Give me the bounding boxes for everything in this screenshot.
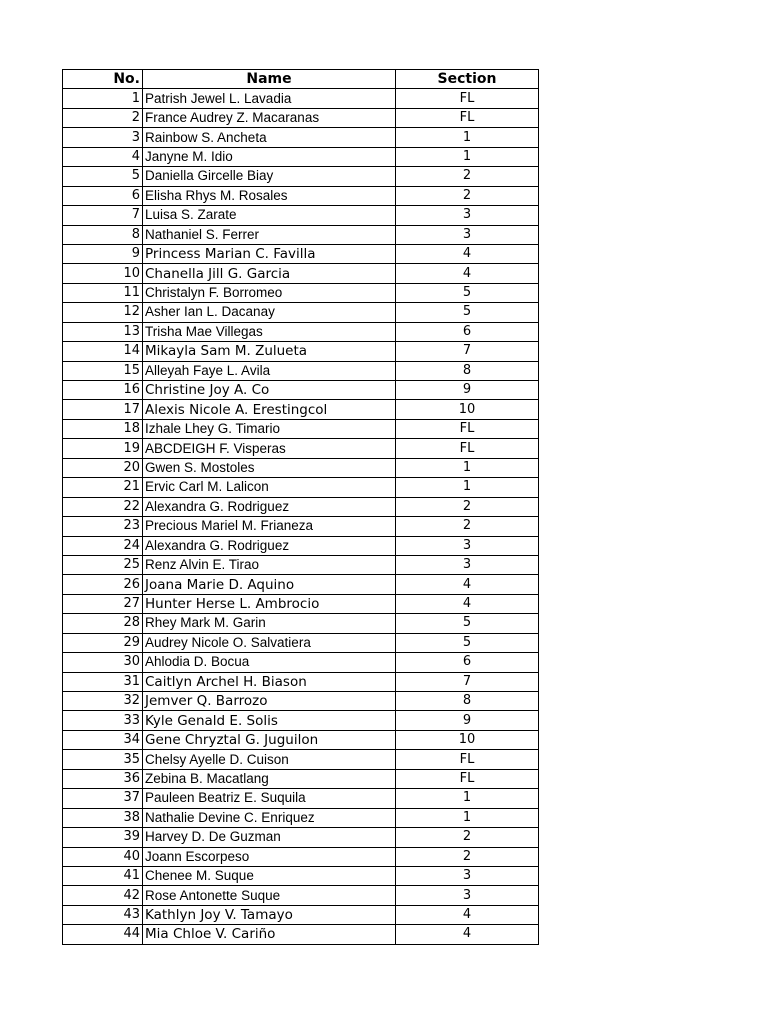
- section-value: FL: [396, 439, 539, 458]
- section-value: 6: [396, 653, 539, 672]
- row-number: 37: [63, 789, 143, 808]
- table-row: [63, 905, 539, 924]
- row-number: 31: [63, 672, 143, 691]
- table-row: [63, 536, 539, 555]
- student-name: Alleyah Faye L. Avila: [143, 361, 396, 380]
- table-row: [63, 381, 539, 400]
- student-name: Christine Joy A. Co: [143, 381, 396, 400]
- table-row: [63, 361, 539, 380]
- table-row: [63, 458, 539, 477]
- table-row: [63, 225, 539, 244]
- row-number: 34: [63, 730, 143, 749]
- student-name: Patrish Jewel L. Lavadia: [143, 89, 396, 108]
- student-name: Christalyn F. Borromeo: [143, 283, 396, 302]
- row-number: 33: [63, 711, 143, 730]
- row-number: 11: [63, 283, 143, 302]
- table-row: [63, 283, 539, 302]
- section-value: 4: [396, 575, 539, 594]
- student-name: Izhale Lhey G. Timario: [143, 419, 396, 438]
- section-value: 3: [396, 225, 539, 244]
- row-number: 17: [63, 400, 143, 419]
- student-name: Nathaniel S. Ferrer: [143, 225, 396, 244]
- table-row: [63, 517, 539, 536]
- student-name: Daniella Gircelle Biay: [143, 167, 396, 186]
- row-number: 35: [63, 750, 143, 769]
- section-value: FL: [396, 419, 539, 438]
- row-number: 40: [63, 847, 143, 866]
- section-value: 2: [396, 186, 539, 205]
- row-number: 18: [63, 419, 143, 438]
- table-row: [63, 750, 539, 769]
- section-value: 8: [396, 692, 539, 711]
- table-row: [63, 633, 539, 652]
- table-row: [63, 555, 539, 574]
- table-row: [63, 439, 539, 458]
- student-name: Harvey D. De Guzman: [143, 828, 396, 847]
- student-name: Kyle Genald E. Solis: [143, 711, 396, 730]
- section-value: FL: [396, 750, 539, 769]
- row-number: 26: [63, 575, 143, 594]
- section-value: 3: [396, 206, 539, 225]
- student-name: Chelsy Ayelle D. Cuison: [143, 750, 396, 769]
- section-value: 2: [396, 828, 539, 847]
- roster-body: [63, 89, 539, 944]
- section-value: 10: [396, 400, 539, 419]
- student-name: Kathlyn Joy V. Tamayo: [143, 905, 396, 924]
- student-name: Gwen S. Mostoles: [143, 458, 396, 477]
- table-row: [63, 186, 539, 205]
- table-row: [63, 711, 539, 730]
- header-no: No.: [63, 70, 143, 89]
- row-number: 42: [63, 886, 143, 905]
- header-name: Name: [143, 70, 396, 89]
- student-name: Elisha Rhys M. Rosales: [143, 186, 396, 205]
- table-row: [63, 400, 539, 419]
- student-name: Renz Alvin E. Tirao: [143, 555, 396, 574]
- table-row: [63, 925, 539, 944]
- section-value: FL: [396, 769, 539, 788]
- table-row: [63, 167, 539, 186]
- section-value: 5: [396, 614, 539, 633]
- student-name: Gene Chryztal G. Juguilon: [143, 730, 396, 749]
- student-name: Joann Escorpeso: [143, 847, 396, 866]
- table-row: [63, 672, 539, 691]
- row-number: 16: [63, 381, 143, 400]
- table-row: [63, 575, 539, 594]
- row-number: 22: [63, 497, 143, 516]
- row-number: 25: [63, 555, 143, 574]
- section-value: 4: [396, 594, 539, 613]
- student-name: Rainbow S. Ancheta: [143, 128, 396, 147]
- table-row: [63, 108, 539, 127]
- row-number: 15: [63, 361, 143, 380]
- student-name: Hunter Herse L. Ambrocio: [143, 594, 396, 613]
- row-number: 32: [63, 692, 143, 711]
- section-value: 2: [396, 847, 539, 866]
- student-name: Ahlodia D. Bocua: [143, 653, 396, 672]
- row-number: 19: [63, 439, 143, 458]
- table-row: [63, 808, 539, 827]
- section-value: 4: [396, 925, 539, 944]
- table-row: [63, 769, 539, 788]
- table-row: [63, 244, 539, 263]
- section-value: 9: [396, 711, 539, 730]
- section-value: 2: [396, 497, 539, 516]
- row-number: 7: [63, 206, 143, 225]
- section-value: 8: [396, 361, 539, 380]
- row-number: 30: [63, 653, 143, 672]
- table-row: [63, 342, 539, 361]
- table-row: [63, 89, 539, 108]
- student-name: Alexandra G. Rodriguez: [143, 497, 396, 516]
- row-number: 44: [63, 925, 143, 944]
- student-name: Chanella Jill G. Garcia: [143, 264, 396, 283]
- section-value: 5: [396, 303, 539, 322]
- section-value: 1: [396, 789, 539, 808]
- section-value: FL: [396, 89, 539, 108]
- row-number: 27: [63, 594, 143, 613]
- student-name: Caitlyn Archel H. Biason: [143, 672, 396, 691]
- row-number: 2: [63, 108, 143, 127]
- row-number: 43: [63, 905, 143, 924]
- section-value: 3: [396, 555, 539, 574]
- table-row: [63, 828, 539, 847]
- section-value: 1: [396, 128, 539, 147]
- section-value: 2: [396, 517, 539, 536]
- row-number: 3: [63, 128, 143, 147]
- student-name: Chenee M. Suque: [143, 866, 396, 885]
- header-section: Section: [396, 70, 539, 89]
- header-row: [63, 70, 539, 89]
- row-number: 41: [63, 866, 143, 885]
- section-value: 4: [396, 905, 539, 924]
- section-value: 5: [396, 283, 539, 302]
- student-name: Pauleen Beatriz E. Suquila: [143, 789, 396, 808]
- row-number: 39: [63, 828, 143, 847]
- table-row: [63, 497, 539, 516]
- row-number: 14: [63, 342, 143, 361]
- student-name: Rhey Mark M. Garin: [143, 614, 396, 633]
- table-row: [63, 264, 539, 283]
- student-name: Jemver Q. Barrozo: [143, 692, 396, 711]
- section-value: 3: [396, 886, 539, 905]
- row-number: 8: [63, 225, 143, 244]
- student-name: Luisa S. Zarate: [143, 206, 396, 225]
- student-name: Joana Marie D. Aquino: [143, 575, 396, 594]
- row-number: 5: [63, 167, 143, 186]
- table-row: [63, 886, 539, 905]
- student-name: Nathalie Devine C. Enriquez: [143, 808, 396, 827]
- table-row: [63, 847, 539, 866]
- row-number: 24: [63, 536, 143, 555]
- roster-table: [62, 69, 539, 945]
- section-value: 6: [396, 322, 539, 341]
- row-number: 20: [63, 458, 143, 477]
- student-name: Asher Ian L. Dacanay: [143, 303, 396, 322]
- table-row: [63, 866, 539, 885]
- table-row: [63, 789, 539, 808]
- table-row: [63, 730, 539, 749]
- row-number: 4: [63, 147, 143, 166]
- section-value: 9: [396, 381, 539, 400]
- table-row: [63, 419, 539, 438]
- table-row: [63, 478, 539, 497]
- row-number: 23: [63, 517, 143, 536]
- row-number: 29: [63, 633, 143, 652]
- section-value: 1: [396, 458, 539, 477]
- table-row: [63, 128, 539, 147]
- row-number: 36: [63, 769, 143, 788]
- table-row: [63, 692, 539, 711]
- section-value: 7: [396, 672, 539, 691]
- section-value: 1: [396, 478, 539, 497]
- section-value: 1: [396, 147, 539, 166]
- section-value: 7: [396, 342, 539, 361]
- section-value: 4: [396, 244, 539, 263]
- table-row: [63, 206, 539, 225]
- row-number: 28: [63, 614, 143, 633]
- student-name: Zebina B. Macatlang: [143, 769, 396, 788]
- row-number: 21: [63, 478, 143, 497]
- student-name: Rose Antonette Suque: [143, 886, 396, 905]
- table-row: [63, 614, 539, 633]
- section-value: 3: [396, 536, 539, 555]
- section-value: 10: [396, 730, 539, 749]
- section-value: 5: [396, 633, 539, 652]
- student-name: Alexandra G. Rodriguez: [143, 536, 396, 555]
- section-value: 1: [396, 808, 539, 827]
- table-row: [63, 147, 539, 166]
- student-name: Ervic Carl M. Lalicon: [143, 478, 396, 497]
- student-name: Precious Mariel M. Frianeza: [143, 517, 396, 536]
- student-name: Audrey Nicole O. Salvatiera: [143, 633, 396, 652]
- student-name: Trisha Mae Villegas: [143, 322, 396, 341]
- table-row: [63, 303, 539, 322]
- student-name: Alexis Nicole A. Erestingcol: [143, 400, 396, 419]
- section-value: 2: [396, 167, 539, 186]
- student-name: France Audrey Z. Macaranas: [143, 108, 396, 127]
- section-value: 3: [396, 866, 539, 885]
- row-number: 38: [63, 808, 143, 827]
- table-row: [63, 594, 539, 613]
- table-row: [63, 653, 539, 672]
- row-number: 6: [63, 186, 143, 205]
- row-number: 1: [63, 89, 143, 108]
- section-value: 4: [396, 264, 539, 283]
- row-number: 12: [63, 303, 143, 322]
- row-number: 9: [63, 244, 143, 263]
- row-number: 13: [63, 322, 143, 341]
- student-name: Janyne M. Idio: [143, 147, 396, 166]
- student-name: Mikayla Sam M. Zulueta: [143, 342, 396, 361]
- student-name: Mia Chloe V. Cariño: [143, 925, 396, 944]
- student-name: Princess Marian C. Favilla: [143, 244, 396, 263]
- table-row: [63, 322, 539, 341]
- student-name: ABCDEIGH F. Visperas: [143, 439, 396, 458]
- row-number: 10: [63, 264, 143, 283]
- section-value: FL: [396, 108, 539, 127]
